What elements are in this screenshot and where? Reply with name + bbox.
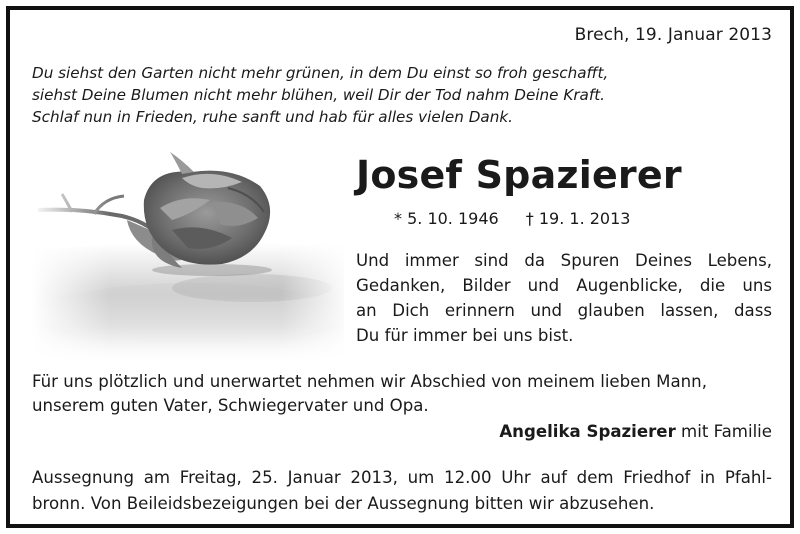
birth-date: * 5. 10. 1946 (394, 209, 499, 228)
poem (32, 62, 772, 128)
poem-line: Du siehst den Garten nicht mehr grünen, in dem Du einst so froh geschafft, (32, 64, 609, 82)
service-notice (32, 465, 772, 517)
rose-icon (32, 138, 344, 363)
announcement-line: Für uns plötzlich und unerwartet nehmen wir Abschied von meinem lieben Mann, (32, 372, 707, 391)
quote-line: Gedanken, Bilder und Augenblicke, die uns (356, 276, 772, 295)
signature-name: Angelika Spazierer (499, 422, 676, 441)
quote-line: Du für immer bei uns bist. (356, 326, 574, 345)
quote-line: an Dich erinnern und glauben lassen, dass (356, 301, 772, 320)
obituary-frame (6, 6, 794, 528)
announcement (32, 370, 772, 418)
place-date: Brech, 19. Januar 2013 (574, 25, 772, 45)
signature (499, 422, 772, 441)
deceased-name: Josef Spazierer (356, 153, 682, 197)
service-line: Aussegnung am Freitag, 25. Januar 2013, um 12.00 Uhr auf dem Friedhof in Pfahl- (32, 468, 772, 487)
rose-photo (32, 138, 344, 363)
poem-line: siehst Deine Blumen nicht mehr blühen, weil Dir der Tod nahm Deine Kraft. (32, 86, 605, 104)
memorial-quote (356, 248, 772, 348)
poem-line: Schlaf nun in Frieden, ruhe sanft und hab für alles vielen Dank. (32, 108, 513, 126)
service-line: bronn. Von Beileidsbezeigungen bei der Aussegnung bitten wir abzusehen. (32, 494, 655, 513)
quote-line: Und immer sind da Spuren Deines Lebens, (356, 251, 772, 270)
signature-suffix: mit Familie (681, 422, 772, 441)
life-dates (394, 209, 630, 228)
death-date: † 19. 1. 2013 (525, 209, 631, 228)
announcement-line: unserem guten Vater, Schwiegervater und Opa. (32, 396, 429, 415)
